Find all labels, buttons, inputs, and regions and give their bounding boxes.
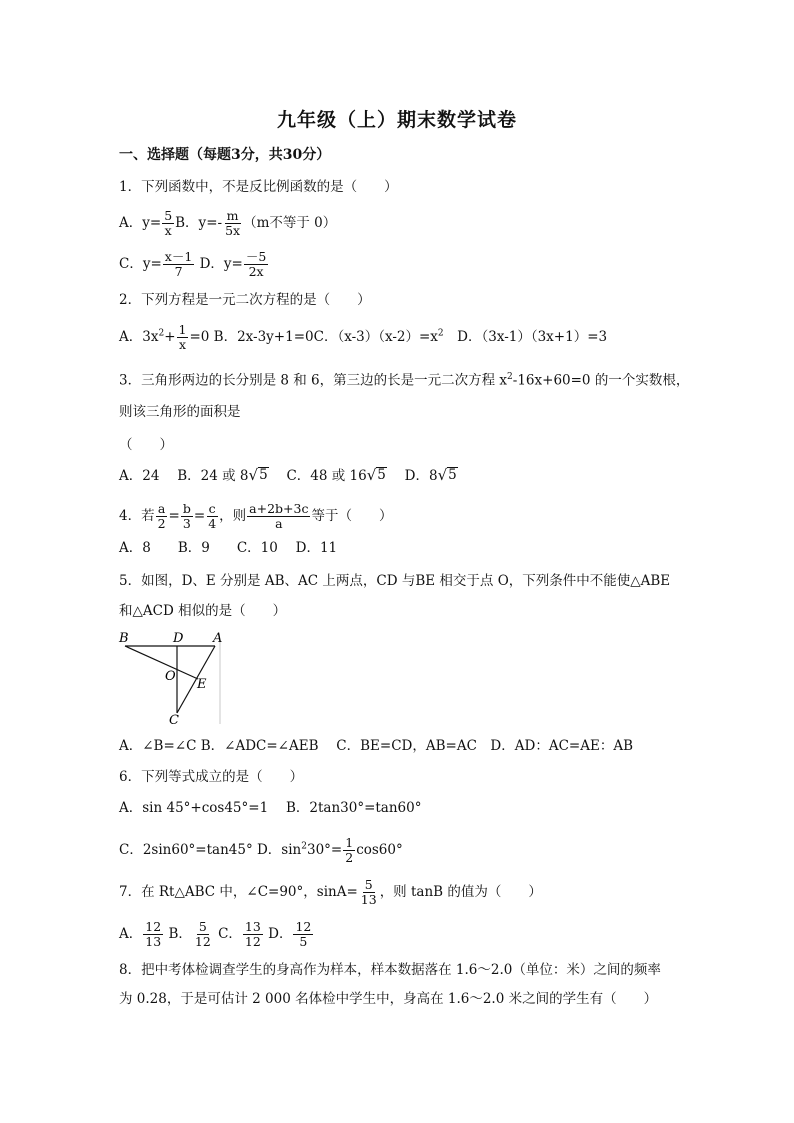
section-heading: 一、选择题（每题3分，共30分）	[119, 147, 331, 163]
q2-options: A．$3x^2+$ $\frac{1}{x}$ =0 B．2x-3y+1=0C．$(x-3)(x-2)=x^2$ D．（3x-1）（3x+1）=3	[119, 322, 608, 352]
q5-stem-line1: 5．如图，D、E 分别是 AB、AC 上两点，CD 与BE 相交于点 O，下列条件中不能使△ABE	[119, 573, 671, 589]
fraction: $\frac{5}{x}$	[164, 208, 173, 238]
label-d: D	[173, 631, 184, 646]
q6-options-ab: A．sin 45°+cos45°=1 B．2tan30°=tan60°	[119, 800, 422, 816]
q7-options: A． $\frac{12}{13}$ B． $\frac{5}{12}$ C． $\frac{13}{12}$ D． $\frac{12}{5}$	[119, 919, 312, 949]
fraction: $\frac{b}{3}$	[182, 501, 191, 531]
fraction: $\frac{13}{12}$	[244, 919, 261, 949]
q6-stem: 6．下列等式成立的是（ ）	[119, 769, 304, 785]
q3-stem: 3．三角形两边的长分别是 8 和 6，第三边的长是一元二次方程 $x^2-16x+60=0$ 的一个实数根，	[119, 372, 690, 389]
q4-stem: 4．若 $\frac{a}{2}$ = $\frac{b}{3}$ = $\frac{c}{4}$ ，则 $\frac{a+2b+3c}{a}$ 等于（ ）	[119, 501, 393, 531]
page-title: 九年级（上）期末数学试卷	[276, 109, 517, 131]
fraction: $\frac{1}{2}$	[345, 835, 354, 865]
q8-stem-line1: 8．把中考体检调查学生的身高作为样本，样本数据落在 1.6～2.0（单位：米）之间的频率	[119, 962, 661, 978]
q3-options: A．24 B．24 或 8 √ 5 C．48 或 16 √ 5 D．8 √ 5	[119, 466, 457, 484]
q2-stem: 2．下列方程是一元二次方程的是（ ）	[119, 292, 371, 308]
q3-stem-line2: 则该三角形的面积是	[119, 404, 241, 420]
segment-be	[125, 646, 198, 679]
fraction: $\frac{a+2b+3c}{a}$	[249, 501, 309, 531]
sqrt-symbol: √ 5	[248, 466, 268, 484]
q5-options: A．∠B=∠C B．∠ADC=∠AEB C．BE=CD，AB=AC D．AD：AC=AE：AB	[119, 738, 633, 754]
fraction: $\frac{5}{12}$	[194, 919, 211, 949]
label-c: C	[169, 713, 179, 728]
fraction: $\frac{1}{x}$	[178, 322, 187, 352]
triangle-figure	[116, 628, 226, 728]
fraction: $\frac{5}{13}$	[360, 877, 377, 907]
q8-stem-line2: 为 0.28，于是可估计 2 000 名体检中学生中，身高在 1.6～2.0 米之间的学生有（ ）	[119, 991, 658, 1007]
fraction: $\frac{x-1}{7}$	[164, 249, 193, 279]
fraction: $\frac{m}{5x}$	[225, 208, 241, 238]
segment-ac	[177, 646, 215, 713]
q5-stem-line2: 和△ACD 相似的是（ ）	[119, 603, 287, 619]
fraction: $\frac{c}{4}$	[208, 501, 217, 531]
fraction: $\frac{-5}{2x}$	[245, 249, 267, 279]
q1-options-cd: C．y= $\frac{x-1}{7}$ D．y= $\frac{-5}{2x}$	[119, 249, 267, 279]
label-b: B	[119, 631, 129, 646]
q1-options-ab: A．y= $\frac{5}{x}$ B．y=- $\frac{m}{5x}$ （m不等于 0）	[119, 208, 337, 238]
q6-options-cd: C．2sin60°=tan45° D．$\sin^230^\circ=$ $\frac{1}{2}$ cos60°	[119, 835, 403, 865]
fraction: $\frac{a}{2}$	[157, 501, 166, 531]
q4-options: A．8 B．9 C．10 D．11	[119, 540, 338, 556]
label-e: E	[197, 677, 207, 692]
sqrt-symbol: √ 5	[366, 466, 386, 484]
sqrt-symbol: √ 5	[437, 466, 457, 484]
fraction: $\frac{12}{5}$	[295, 919, 312, 949]
label-a: A	[213, 631, 223, 646]
q7-stem: 7．在 Rt△ABC 中，∠C=90°，sinA= $\frac{5}{13}$ ，则 tanB 的值为（ ）	[119, 877, 542, 907]
fraction: $\frac{12}{13}$	[145, 919, 162, 949]
label-o: O	[165, 669, 176, 684]
q1-stem: 1．下列函数中，不是反比例函数的是（ ）	[119, 179, 398, 195]
q3-paren: （ ）	[119, 437, 173, 453]
